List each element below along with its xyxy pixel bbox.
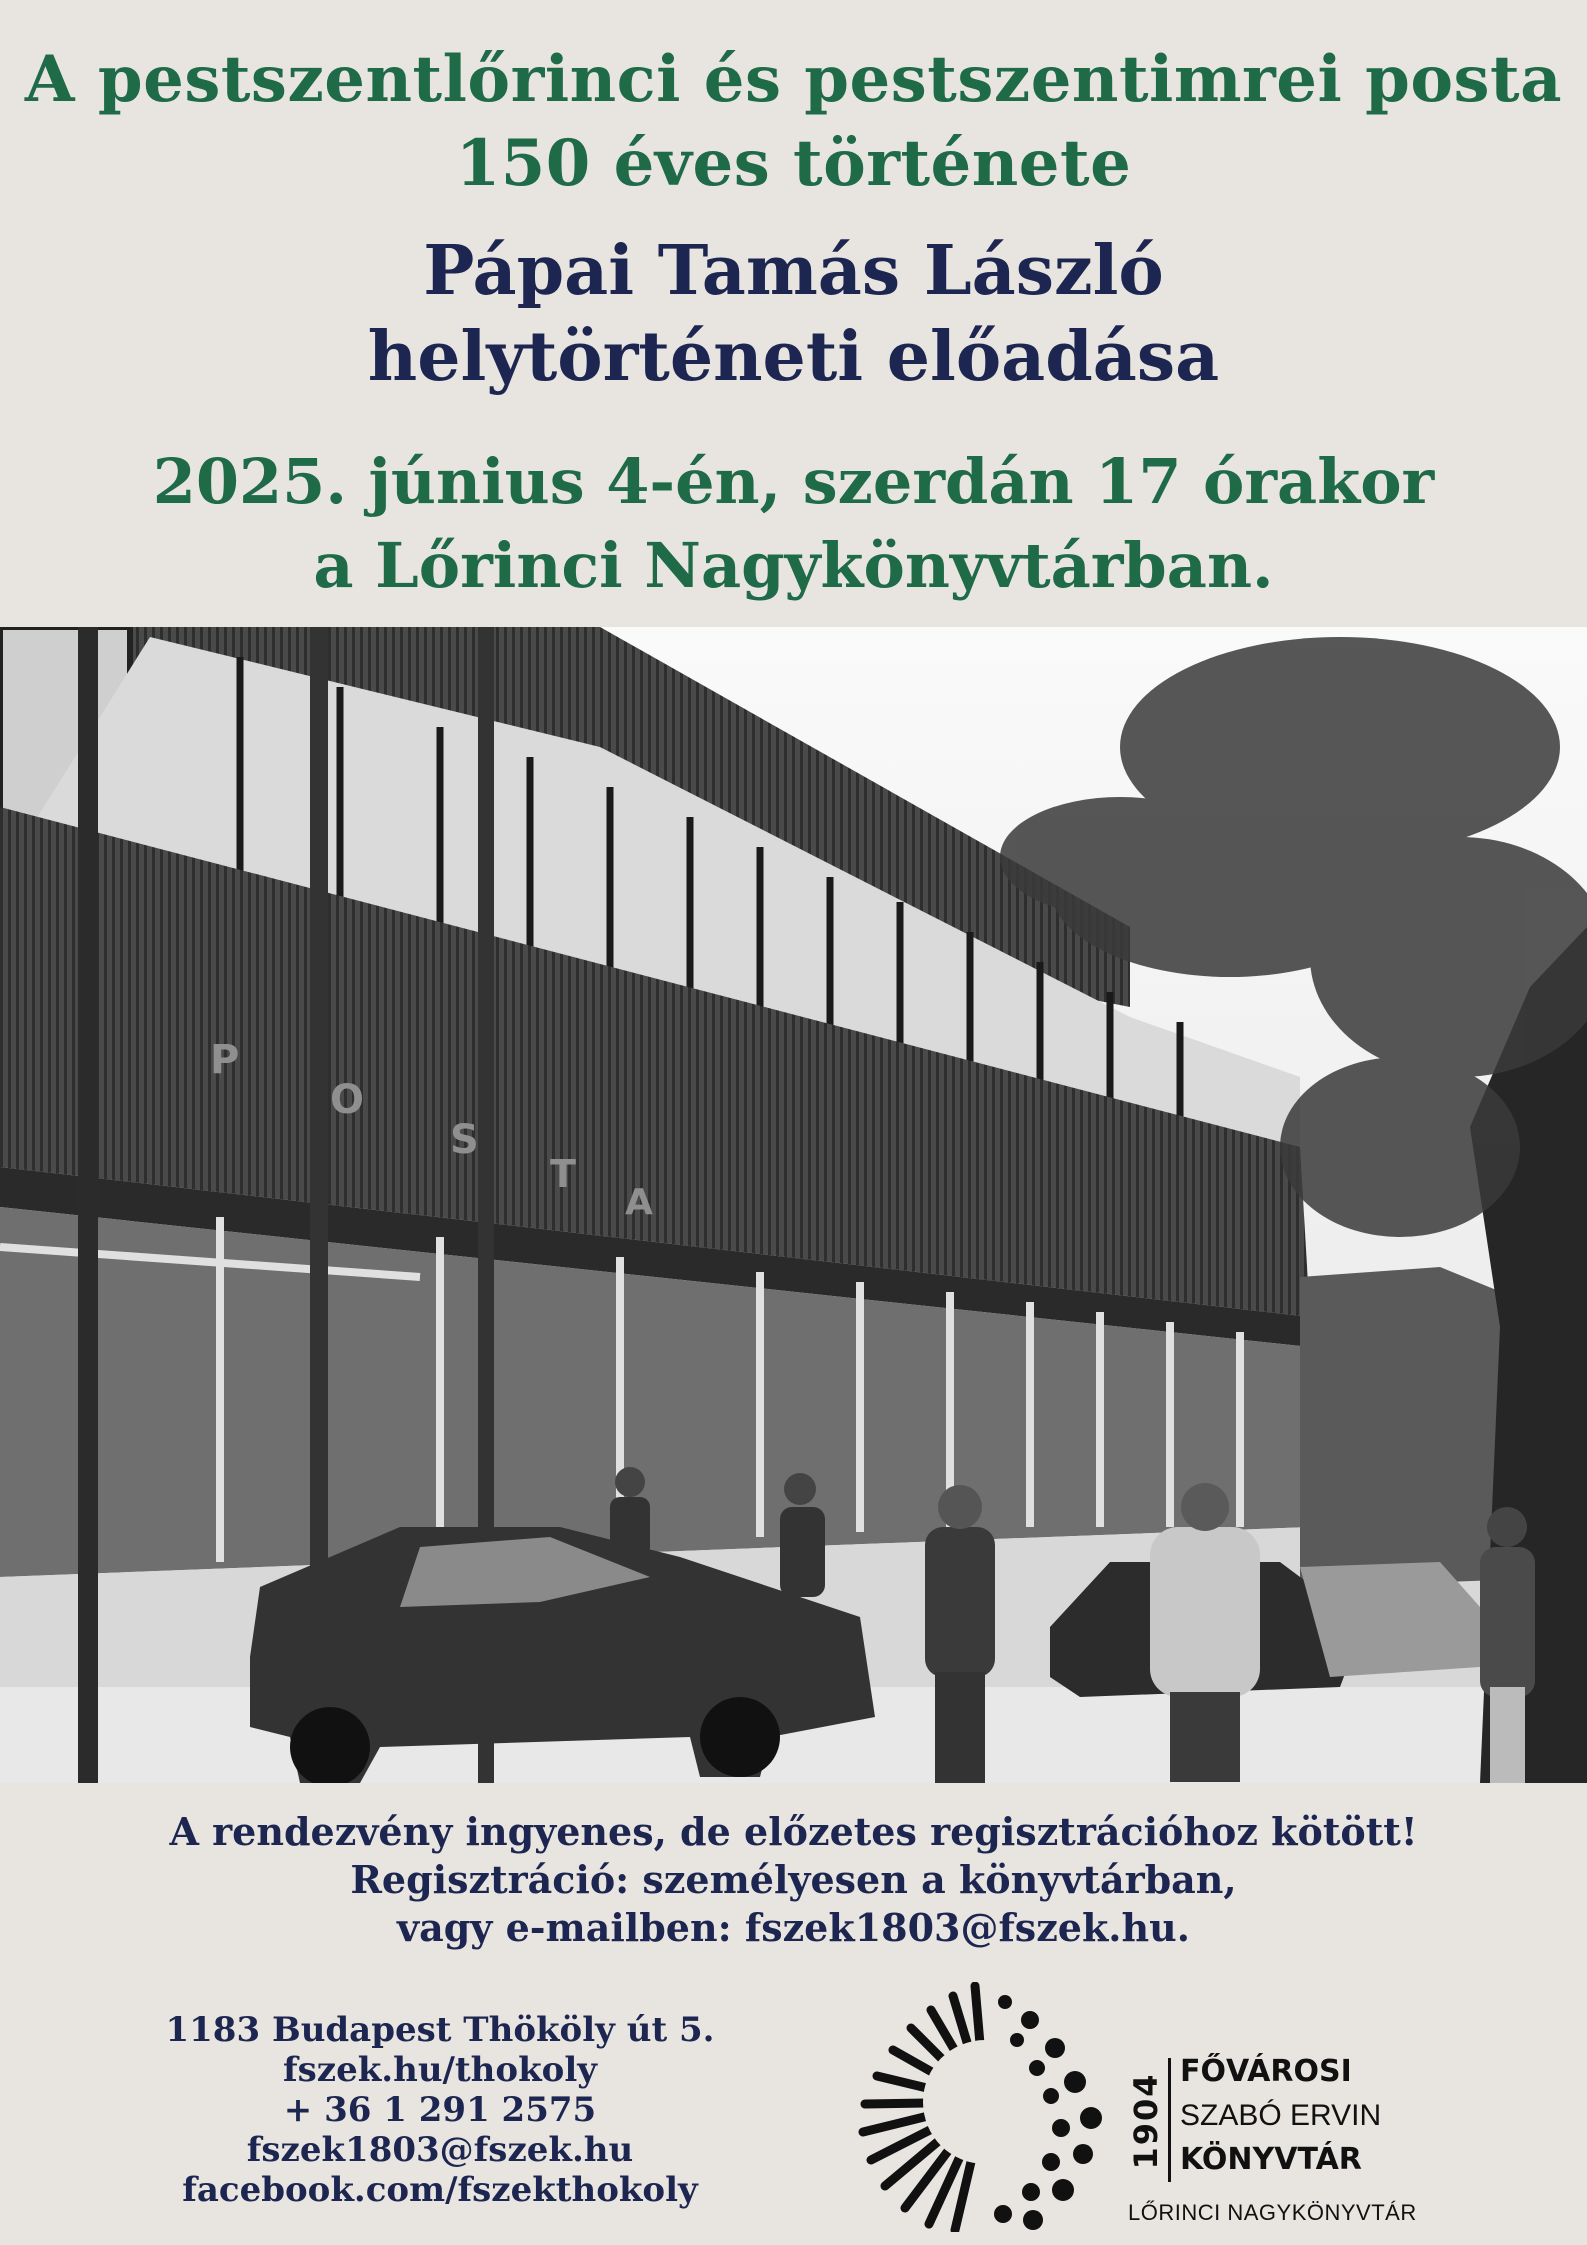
contact-address: 1183 Budapest Thököly út 5. [165,2010,715,2050]
library-logo-text [1127,2052,1428,2225]
presenter-block [0,228,1587,400]
library-logo-icon [855,1982,1115,2232]
logo-year: 1904 [1127,2072,1165,2170]
contact-phone: + 36 1 291 2575 [283,2090,597,2130]
posta-sign-letter-p: P [210,1037,240,1083]
place-line: a Lőrinci Nagykönyvtárban. [313,529,1274,602]
post-office-photo [0,627,1587,1783]
presenter-line-1: Pápai Tamás László [423,231,1164,311]
date-line: 2025. június 4-én, szerdán 17 órakor [152,445,1435,518]
logo-line-2: SZABÓ ERVIN [1180,2099,1382,2132]
registration-info [0,1808,1587,1952]
logo-line-1: FŐVÁROSI [1180,2054,1352,2089]
posta-sign-letter-t: T [550,1152,576,1196]
presenter-line-2: helytörténeti előadása [367,317,1220,397]
posta-sign-letter-o: O [330,1077,365,1123]
contact-info [150,2010,730,2210]
posta-sign-letter-s: S [450,1117,479,1163]
logo-line-3: KÖNYVTÁR [1180,2142,1362,2177]
contact-web-link[interactable]: fszek.hu/thokoly [283,2050,597,2090]
contact-facebook-link[interactable]: facebook.com/fszekthokoly [182,2170,698,2210]
title-line-1: A pestszentlőrinci és pestszentimrei posta [24,42,1563,117]
contact-email-link[interactable]: fszek1803@fszek.hu [246,2130,634,2170]
posta-sign-letter-a: A [625,1182,653,1223]
title-line-2: 150 éves története [455,126,1132,201]
logo-divider [1168,2058,1171,2182]
registration-line-2: Regisztráció: személyesen a könyvtárban, [350,1857,1237,1902]
date-place-block [0,440,1587,608]
logo-subtitle: LŐRINCI NAGYKÖNYVTÁR [1128,2200,1417,2225]
registration-line-3: vagy e-mailben: fszek1803@fszek.hu. [397,1905,1190,1950]
registration-line-1: A rendezvény ingyenes, de előzetes regisztrációhoz kötött! [169,1809,1418,1854]
event-title [0,38,1587,206]
